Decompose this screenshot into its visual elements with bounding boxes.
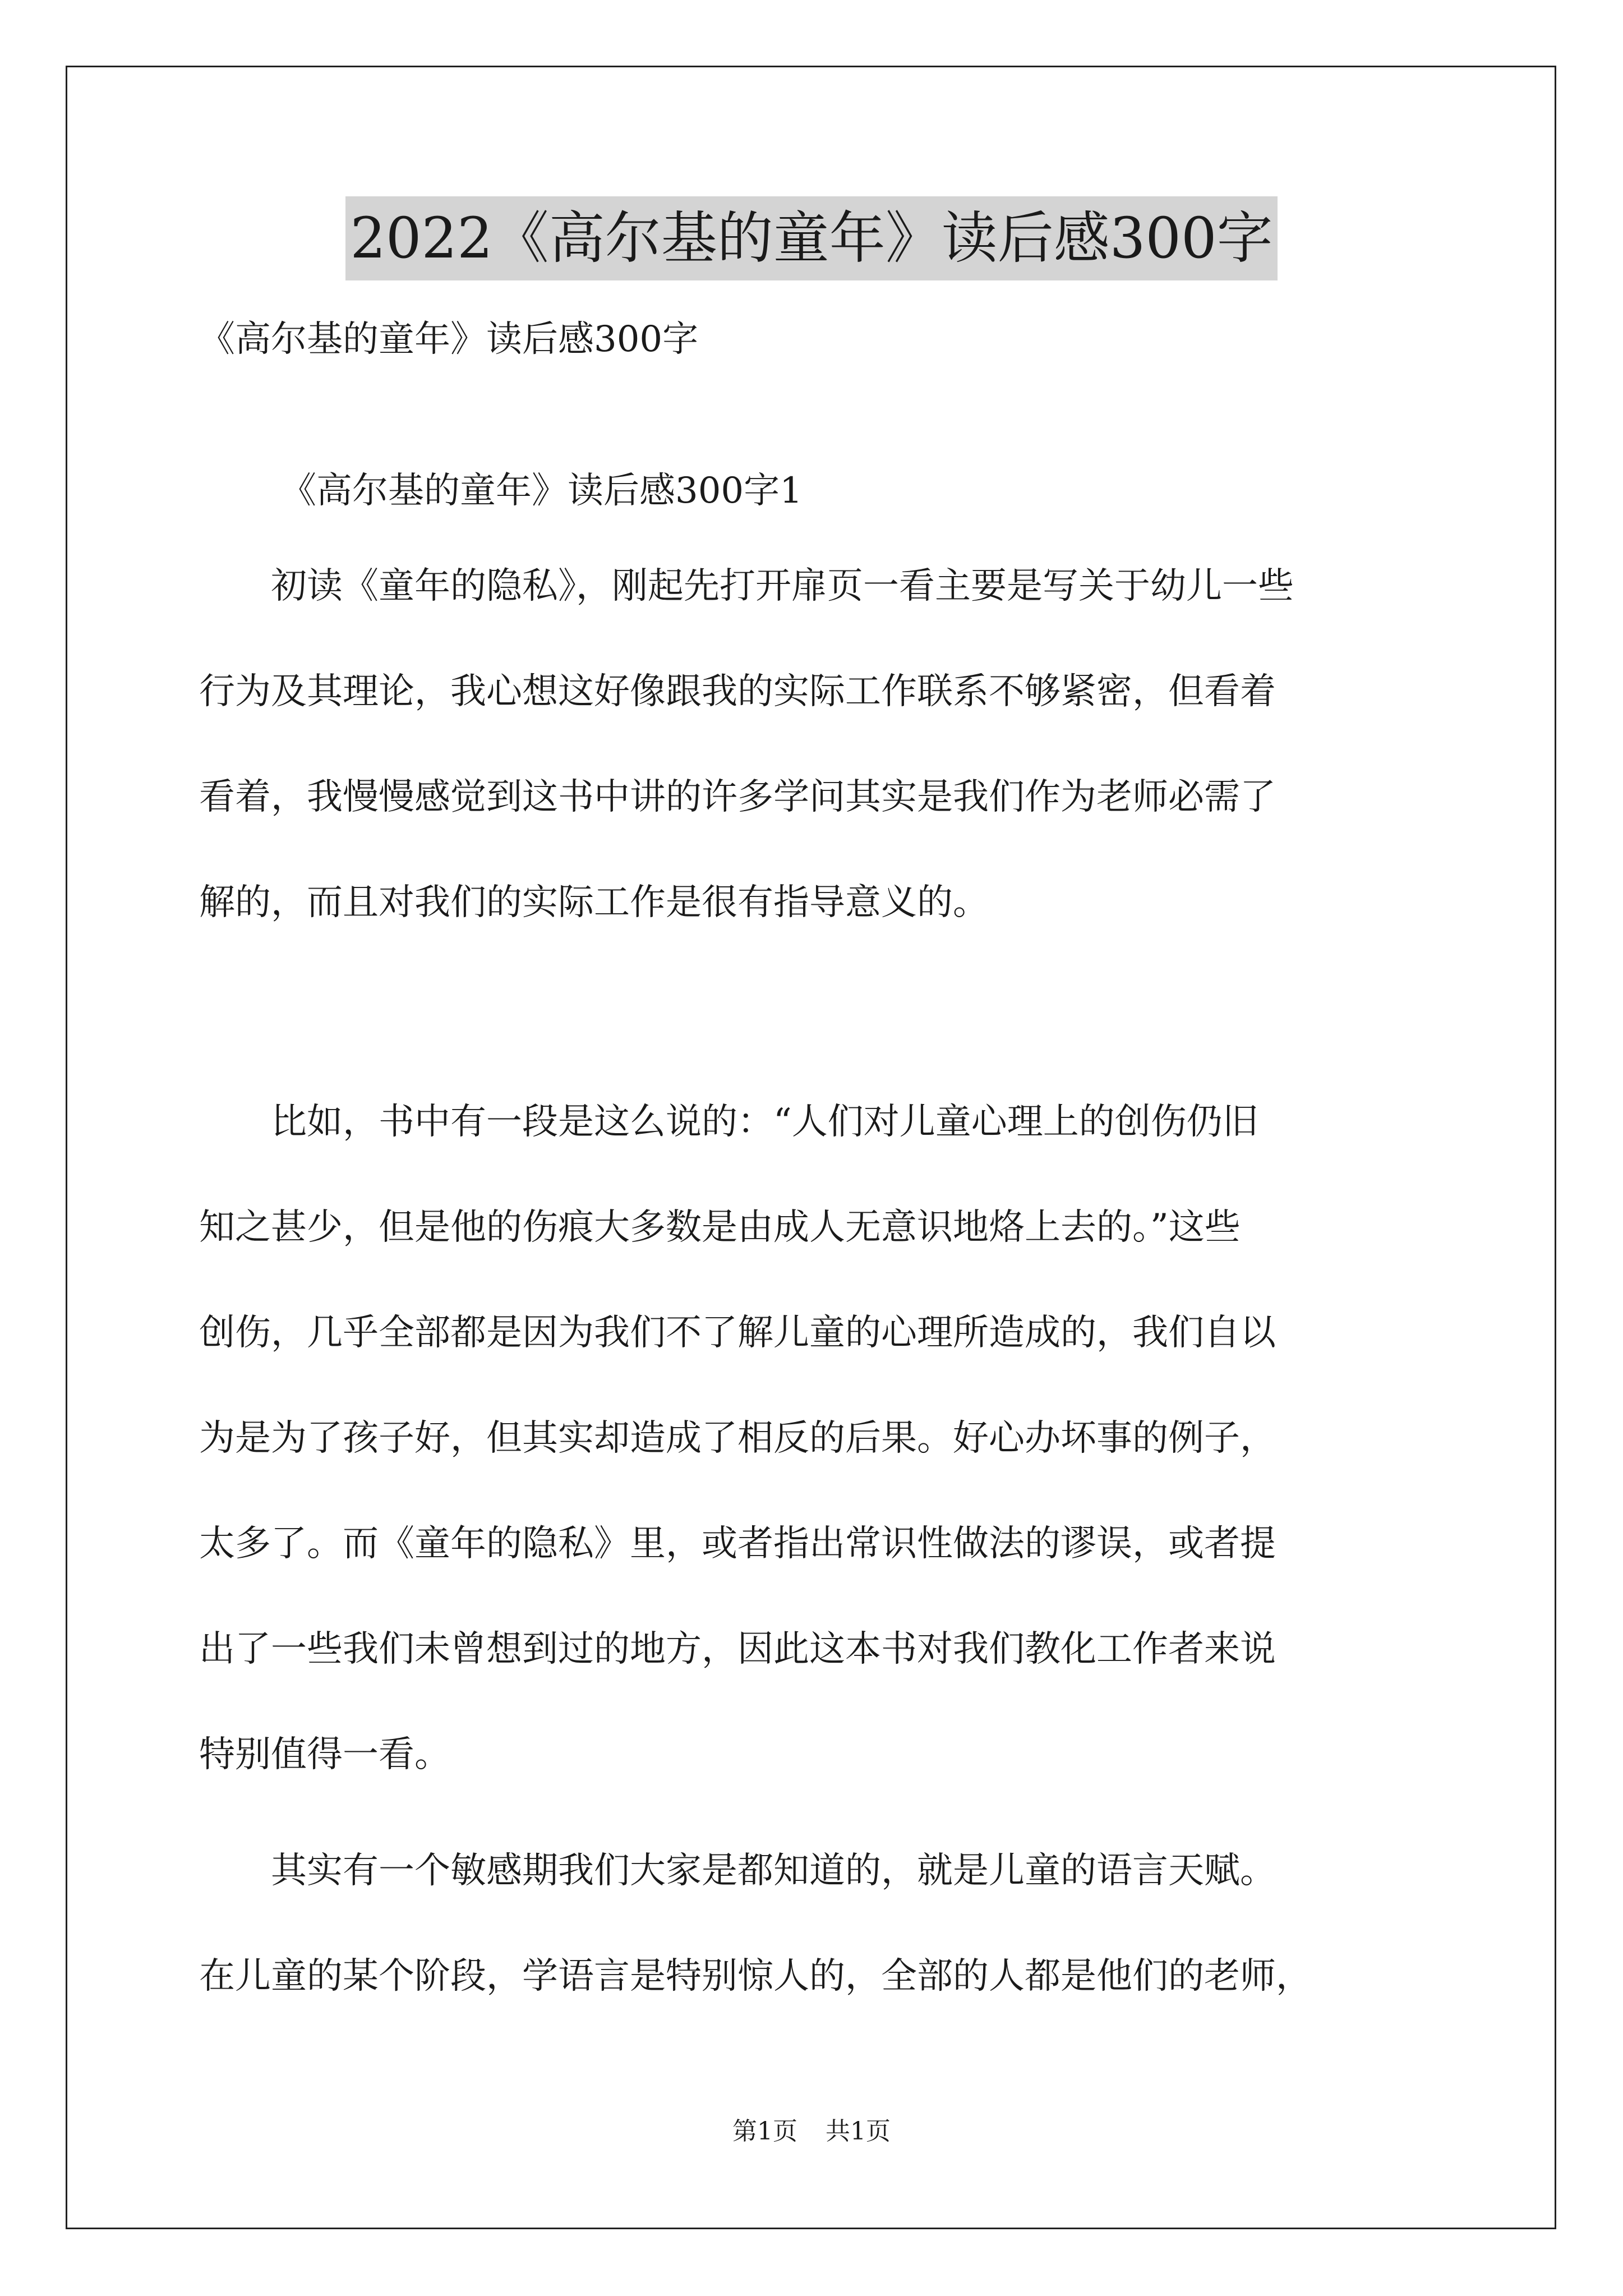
paragraph-line: 其实有一个敏感期我们大家是都知道的，就是儿童的语言天赋。: [199, 1850, 1276, 1892]
paragraph-line: 在儿童的某个阶段，学语言是特别惊人的，全部的人都是他们的老师，: [199, 1955, 1312, 1997]
paragraph-line: 解的，而且对我们的实际工作是很有指导意义的。: [199, 882, 989, 923]
paragraph-line: 太多了。而《童年的隐私》里，或者指出常识性做法的谬误，或者提: [199, 1523, 1276, 1565]
page-border: [66, 66, 1556, 2229]
paragraph-line: 行为及其理论，我心想这好像跟我的实际工作联系不够紧密，但看着: [199, 671, 1276, 712]
page-number-total: 共1页: [826, 2117, 891, 2146]
section-heading: 《高尔基的童年》读后感300字1: [280, 470, 803, 512]
paragraph-line: 特别值得一看。: [199, 1734, 450, 1775]
paragraph-line: 初读《童年的隐私》，刚起先打开扉页一看主要是写关于幼儿一些: [199, 565, 1294, 607]
paragraph-line: 出了一些我们未曾想到过的地方，因此这本书对我们教化工作者来说: [199, 1628, 1276, 1670]
page-footer: [0, 2115, 1623, 2148]
document-title: 2022《高尔基的童年》读后感300字: [345, 196, 1277, 280]
title-container: [0, 196, 1623, 280]
paragraph-line: 知之甚少，但是他的伤痕大多数是由成人无意识地烙上去的。”这些: [199, 1207, 1241, 1248]
document-subtitle: 《高尔基的童年》读后感300字: [199, 319, 699, 360]
paragraph-line: 为是为了孩子好，但其实却造成了相反的后果。好心办坏事的例子，: [199, 1418, 1276, 1459]
paragraph-line: 比如，书中有一段是这么说的：“人们对儿童心理上的创伤仍旧: [199, 1101, 1258, 1143]
paragraph-line: 看着，我慢慢感觉到这书中讲的许多学问其实是我们作为老师必需了: [199, 776, 1276, 818]
paragraph-line: 创伤，几乎全部都是因为我们不了解儿童的心理所造成的，我们自以: [199, 1312, 1276, 1354]
page-number-current: 第1页: [732, 2117, 797, 2146]
